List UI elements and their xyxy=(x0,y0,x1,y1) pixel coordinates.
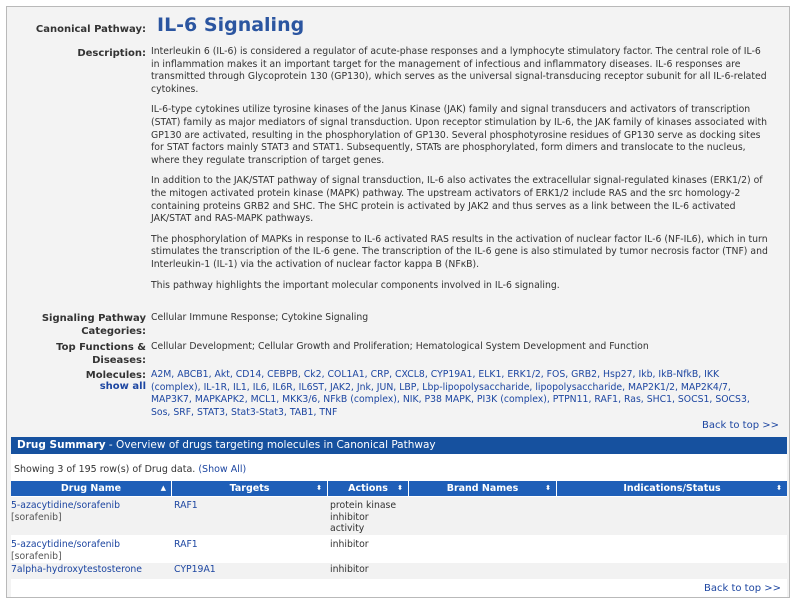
column-targets[interactable] xyxy=(172,481,328,496)
functions-value: Cellular Development; Cellular Growth and Proliferation; Hematological System Development and Function xyxy=(151,341,649,352)
back-to-top-link[interactable]: Back to top >> xyxy=(702,420,779,431)
sort-asc-icon[interactable]: ▲ xyxy=(160,484,166,492)
drug-summary-title: Drug Summary xyxy=(17,439,106,451)
drug-name-cell xyxy=(11,539,120,562)
column-targets-label: Targets xyxy=(229,483,270,494)
description-paragraph: The phosphorylation of MAPKs in response to IL-6 activated RAS results in the activation of nuclear factor IL-6 (NF-IL6), which in turn stimulates the transcription of the IL-6 gene. The transcription of the IL-6 gene is also stimulated by tumor necrosis factor (TNF) and Interleukin-1 (IL-1) via the activation of nuclear factor kappa B (NFκB). xyxy=(151,233,768,270)
table-row xyxy=(11,563,787,579)
show-all-drugs-link[interactable]: (Show All) xyxy=(198,464,247,475)
showing-rows-text: Showing 3 of 195 row(s) of Drug data. xyxy=(14,464,196,475)
action-cell: inhibitor xyxy=(330,564,369,575)
drug-name-link[interactable]: 5-azacytidine/sorafenib xyxy=(11,539,121,550)
column-indications-label: Indications/Status xyxy=(623,483,721,494)
drug-summary-header xyxy=(11,437,787,454)
show-all-molecules-link[interactable]: show all xyxy=(99,381,146,392)
functions-label: Top Functions & Diseases: xyxy=(56,342,146,366)
drug-name-link[interactable]: 5-azacytidine/sorafenib xyxy=(11,500,121,511)
page-title: IL-6 Signaling xyxy=(157,14,305,36)
column-brand-names[interactable] xyxy=(409,481,557,496)
description-paragraph: Interleukin 6 (IL-6) is considered a regulator of acute-phase responses and a lymphocyte stimulatory factor. The central role of IL-6 in inflammation makes it an important target for the management of infectious and inflammatory diseases. IL-6 responses are transmitted through Glycoprotein 130 (GP130), which serves as the universal signal-transducing receptor subunit for all IL-6-related cytokines. xyxy=(151,46,767,95)
target-link[interactable]: CYP19A1 xyxy=(174,564,216,575)
molecules-label: Molecules: xyxy=(85,370,146,381)
action-cell: inhibitor xyxy=(330,539,369,550)
back-to-top-link[interactable]: Back to top >> xyxy=(704,583,781,594)
drug-summary-subtitle: - Overview of drugs targeting molecules in Canonical Pathway xyxy=(108,439,436,451)
description-text xyxy=(151,46,771,300)
molecules-list[interactable]: A2M, ABCB1, Akt, CD14, CEBPB, Ck2, COL1A1, CRP, CXCL8, CYP19A1, ELK1, ERK1/2, FOS, GRB2, Hsp27, Ikb, IkB-NfkB, IKK (complex), IL-1R, IL1, IL6, IL6R, IL6ST, JAK2, Jnk, JUN, LBP, Lbp-lipopolysaccharide, lipopolysaccharide, MAP2K1/2, MAP2K4/7, MAP3K7, MAPKAPK2, MCL1, MKK3/6, NFkB (complex), NIK, P38 MAPK, PI3K (complex), PTPN11, RAF1, Ras, SHC1, SOCS1, SOCS3, Sos, SRF, STAT3, Stat3-Stat3, TAB1, TNF xyxy=(151,369,750,418)
description-paragraph: IL-6-type cytokines utilize tyrosine kinases of the Janus Kinase (JAK) family and signal transducers and activators of transcription (STAT) family as major mediators of signal transduction. Upon receptor stimulation by IL-6, the JAK family of kinases associated with GP130 are activated, resulting in the phosphorylation of GP130. Several phosphotyrosine residues of GP130 serve as docking sites for STAT factors mainly STAT3 and STAT1. Subsequently, STATs are phosphorylated, form dimers and translocate to the nucleus, where they regulate transcription of target genes. xyxy=(151,104,768,166)
sort-both-icon[interactable]: ⬍ xyxy=(776,484,782,492)
description-paragraph: This pathway highlights the important molecular components involved in IL-6 signaling. xyxy=(151,279,560,291)
table-row xyxy=(11,536,787,562)
drug-name-cell xyxy=(11,500,120,523)
sort-both-icon[interactable]: ⬍ xyxy=(316,484,322,492)
target-link[interactable]: RAF1 xyxy=(174,539,198,550)
column-drug-name-label: Drug Name xyxy=(60,483,122,494)
sort-both-icon[interactable]: ⬍ xyxy=(545,484,551,492)
drug-name-link[interactable]: 7alpha-hydroxytestosterone xyxy=(11,564,143,575)
column-actions[interactable] xyxy=(328,481,409,496)
drug-summary-panel xyxy=(11,454,787,597)
drug-alias: [sorafenib] xyxy=(11,550,62,562)
action-cell: protein kinase inhibitor activity xyxy=(330,500,397,534)
pathway-page xyxy=(6,6,790,598)
column-indications[interactable] xyxy=(557,481,787,496)
drug-table-header xyxy=(11,481,787,496)
drug-name-cell xyxy=(11,564,142,576)
categories-label: Signaling Pathway Categories: xyxy=(41,313,146,337)
drug-alias: [sorafenib] xyxy=(11,511,62,523)
description-paragraph: In addition to the JAK/STAT pathway of signal transduction, IL-6 also activates the extracellular signal-regulated kinases (ERK1/2) of the mitogen activated protein kinase (MAPK) pathway. The upstream activators of ERK1/2 include RAS and the src homology-2 containing proteins GRB2 and SHC. The SHC protein is activated by JAK2 and thus serves as a link between the IL-6 activated JAK/STAT and RAS-MAPK pathways. xyxy=(151,175,763,225)
categories-value: Cellular Immune Response; Cytokine Signaling xyxy=(151,312,369,323)
table-row xyxy=(11,497,787,535)
column-brand-names-label: Brand Names xyxy=(446,483,519,494)
canonical-pathway-label: Canonical Pathway: xyxy=(35,24,146,35)
column-actions-label: Actions xyxy=(348,483,388,494)
drug-count-text xyxy=(14,464,246,475)
sort-both-icon[interactable]: ⬍ xyxy=(397,484,403,492)
column-drug-name[interactable] xyxy=(11,481,172,496)
target-link[interactable]: RAF1 xyxy=(174,500,198,511)
description-label: Description: xyxy=(77,48,146,59)
